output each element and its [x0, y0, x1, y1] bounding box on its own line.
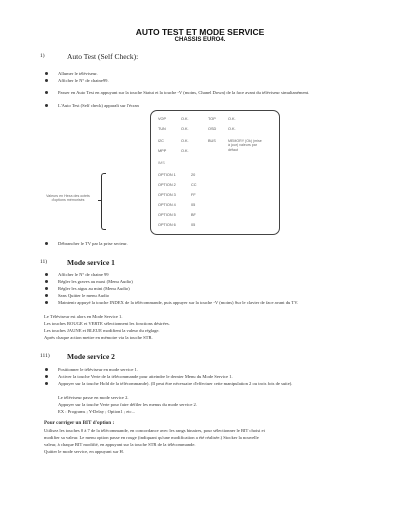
- self-check-screen: VOP O.K. TOP O.K. TUN O.K. OSD O.K. I2C O.K. BUS MEMORY (Ok) (mise à jour) valeurs par défaut MPP O.K. IMS OPTION 1 20 OPTION 2 CC OPTION 3 FF OPTION 4 05 OPTION 5 BF OPTION 6 05: [150, 110, 280, 235]
- bullet-icon: [45, 382, 48, 385]
- list-item: Régler les aigus au mini (Menu Audio): [58, 286, 393, 292]
- paragraph: Utilisez les touches 0 à 7 de la télécommande, en concordance avec les rangs binaires, pour sélectionner le BIT choisi et: [44, 428, 265, 433]
- list-item: Activer la touche Verte de la télécommande pour atteindre le dernier Menu du Mode Service 1.: [58, 374, 393, 380]
- paragraph: Les touches JAUNE et BLEUE modifient la valeur du réglage.: [44, 328, 160, 333]
- memory-note: MEMORY (Ok) (mise à jour) valeurs par défaut: [228, 139, 262, 152]
- bullet-icon: [45, 273, 48, 276]
- section-3-heading: 111) Mode service 2: [40, 352, 115, 361]
- section-2-heading: 11) Mode service 1: [40, 258, 115, 267]
- paragraph: Appuyer sur la touche Verte pour faire défiler les menus du mode service 2.: [58, 402, 197, 407]
- bullet-icon: [45, 368, 48, 371]
- options-bracket: [101, 173, 106, 230]
- bullet-icon: [45, 294, 48, 297]
- list-item: Afficher le N° de chaine99.: [58, 78, 393, 84]
- list-item: Sans Quitter le menu Audio: [58, 293, 393, 299]
- options-side-note: Valeurs en Hexa des octets d'options mémorisés: [46, 194, 90, 203]
- bit-heading: Pour corriger un BIT d'option :: [44, 420, 115, 426]
- bullet-icon: [45, 287, 48, 290]
- paragraph: Quitter le mode service, en appuyant sur H.: [44, 449, 124, 454]
- bullet-icon: [45, 91, 48, 94]
- paragraph: EX : Programs ; Y-Delay ; Option1 ; etc...: [58, 409, 136, 414]
- list-item: Afficher le N° de chaine 99: [58, 272, 393, 278]
- list-item: Appuyer sur la touche Hold de la télécommande). (Il peut être nécessaire d'effectuer cette manipulation 2 ou trois fois de suite).: [58, 381, 358, 387]
- paragraph: modifier sa valeur. Le menu option passe en rouge (indiquant qu'une modification a été réalisée.) Stocker la nouvelle: [44, 435, 259, 440]
- paragraph: Les touches ROUGE et VERTE sélectionnent les fonctions désirées.: [44, 321, 170, 326]
- paragraph: Le Téléviseur est alors en Mode Service 1.: [44, 314, 123, 319]
- bullet-icon: [45, 301, 48, 304]
- paragraph: Après chaque action mettre en mémoire via la touche STR.: [44, 335, 153, 340]
- list-item: Maintenir appuyé la touche INDEX de la télécommande, puis appuyer sur la touche -V (moins) Sur le clavier de face avant du TV.: [58, 300, 358, 306]
- page-subtitle: CHASSIS EURO4.: [174, 37, 226, 43]
- list-item: L'Auto Test (Self check) apparaît sur l'écran: [58, 103, 393, 109]
- section-1-heading: 1) Auto Test (Self Check):: [40, 52, 139, 61]
- bullet-icon: [45, 72, 48, 75]
- page-title: AUTO TEST ET MODE SERVICE: [135, 27, 265, 37]
- bullet-icon: [45, 104, 48, 107]
- list-item: Positionner le téléviseur en mode service 1.: [58, 367, 393, 373]
- bullet-icon: [45, 375, 48, 378]
- paragraph: Le téléviseur passe en mode service 2.: [58, 395, 129, 400]
- list-item: Régler les graves au maxi (Menu Audio): [58, 279, 393, 285]
- paragraph: valeur, à chaque BIT modifié, en appuyant sur la touche STR de la télécommande.: [44, 442, 196, 447]
- list-item: Passer en Auto Test en appuyant sur la touche Statut et la touche -V (moins, Chanel Down) de la face avant du téléviseur simultanément.: [58, 90, 358, 96]
- list-item: Allumer le téléviseur.: [58, 71, 393, 77]
- list-item: Débrancher le TV par la prise secteur.: [58, 241, 393, 247]
- bullet-icon: [45, 280, 48, 283]
- bullet-icon: [45, 242, 48, 245]
- bullet-icon: [45, 79, 48, 82]
